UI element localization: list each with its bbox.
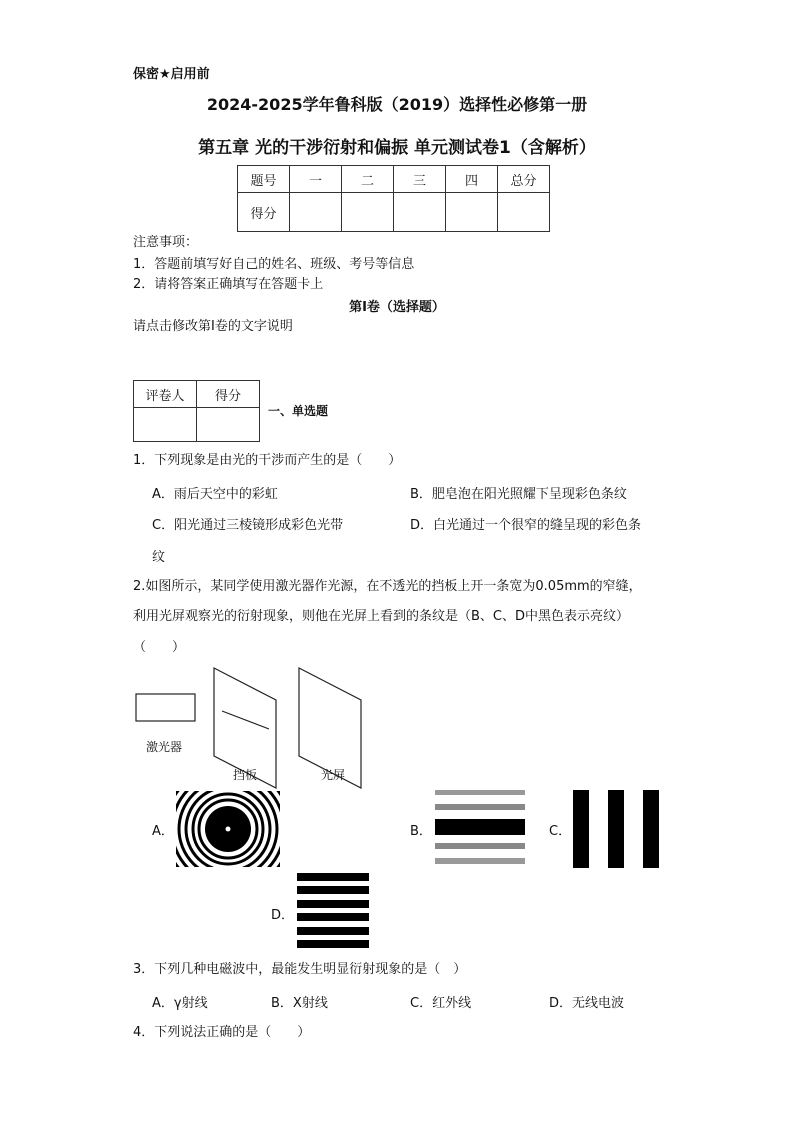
section-title: 第I卷（选择题） (349, 300, 445, 315)
q3-option-b[interactable]: B．X射线 (271, 996, 328, 1011)
score-input-cell[interactable] (342, 193, 394, 232)
score-input-cell[interactable] (498, 193, 550, 232)
grader-header: 得分 (197, 381, 260, 408)
question-2-paren: （ ） (133, 640, 186, 655)
notes-heading: 注意事项： (133, 235, 199, 250)
q1-option-c[interactable]: C．阳光通过三棱镜形成彩色光带 (152, 518, 344, 533)
slit-line (222, 711, 269, 729)
q3-option-a[interactable]: A．γ射线 (152, 996, 208, 1011)
score-header-cell: 二 (342, 166, 394, 193)
question-2-stem: 2.如图所示，某同学使用激光器作光源，在不透光的挡板上开一条宽为0.05mm的窄缝， (133, 579, 642, 594)
q2-option-b[interactable]: B． (410, 824, 432, 839)
exam-subtitle: 第五章 光的干涉衍射和偏振 单元测试卷1（含解析） (198, 138, 596, 158)
exam-title: 2024-2025学年鲁科版（2019）选择性必修第一册 (206, 95, 588, 114)
score-header-cell: 一 (290, 166, 342, 193)
option-b-fringes-image (435, 790, 525, 866)
score-row-label: 得分 (238, 193, 290, 232)
q2-option-d[interactable]: D． (271, 908, 295, 923)
question-2-stem-cont: 利用光屏观察光的衍射现象，则他在光屏上看到的条纹是（B、C、D中黑色表示亮纹） (133, 609, 630, 624)
score-header-cell: 题号 (238, 166, 290, 193)
q3-option-c[interactable]: C．红外线 (410, 996, 472, 1011)
q2-option-c[interactable]: C． (549, 824, 572, 839)
section-desc[interactable]: 请点击修改第I卷的文字说明 (133, 319, 293, 334)
option-d-stripes-image (297, 873, 369, 949)
score-input-cell[interactable] (290, 193, 342, 232)
q1-option-d-cont: 纹 (152, 550, 166, 565)
question-4-stem: 4．下列说法正确的是（ ） (133, 1025, 311, 1040)
label-laser: 激光器 (146, 740, 183, 754)
q1-option-b[interactable]: B．肥皂泡在阳光照耀下呈现彩色条纹 (410, 487, 627, 502)
note-item: 2．请将答案正确填写在答题卡上 (133, 277, 324, 292)
score-input-cell[interactable] (446, 193, 498, 232)
question-3-stem: 3．下列几种电磁波中，最能发生明显衍射现象的是（ ） (133, 962, 467, 977)
part-title: 一、单选题 (268, 404, 329, 418)
grader-table (133, 380, 260, 442)
label-screen: 光屏 (321, 768, 346, 782)
score-header-cell: 总分 (498, 166, 550, 193)
score-table (237, 165, 550, 232)
secret-label: 保密★启用前 (133, 67, 210, 82)
score-input-cell[interactable] (394, 193, 446, 232)
q3-option-d[interactable]: D．无线电波 (549, 996, 625, 1011)
q2-option-a[interactable]: A． (152, 824, 174, 839)
note-item: 1．答题前填写好自己的姓名、班级、考号等信息 (133, 257, 415, 272)
option-a-rings-image (176, 791, 280, 867)
score-header-cell: 三 (394, 166, 446, 193)
score-header-cell: 四 (446, 166, 498, 193)
q1-option-a[interactable]: A．雨后天空中的彩虹 (152, 487, 278, 502)
grader-input-cell[interactable] (197, 408, 260, 442)
grader-header: 评卷人 (134, 381, 197, 408)
question-1-stem: 1．下列现象是由光的干涉而产生的是（ ） (133, 453, 402, 468)
label-board: 挡板 (233, 768, 258, 782)
laser-box (136, 694, 195, 721)
q1-option-d[interactable]: D．白光通过一个很窄的缝呈现的彩色条 (410, 518, 642, 533)
grader-input-cell[interactable] (134, 408, 197, 442)
option-c-bars-image (573, 790, 659, 868)
